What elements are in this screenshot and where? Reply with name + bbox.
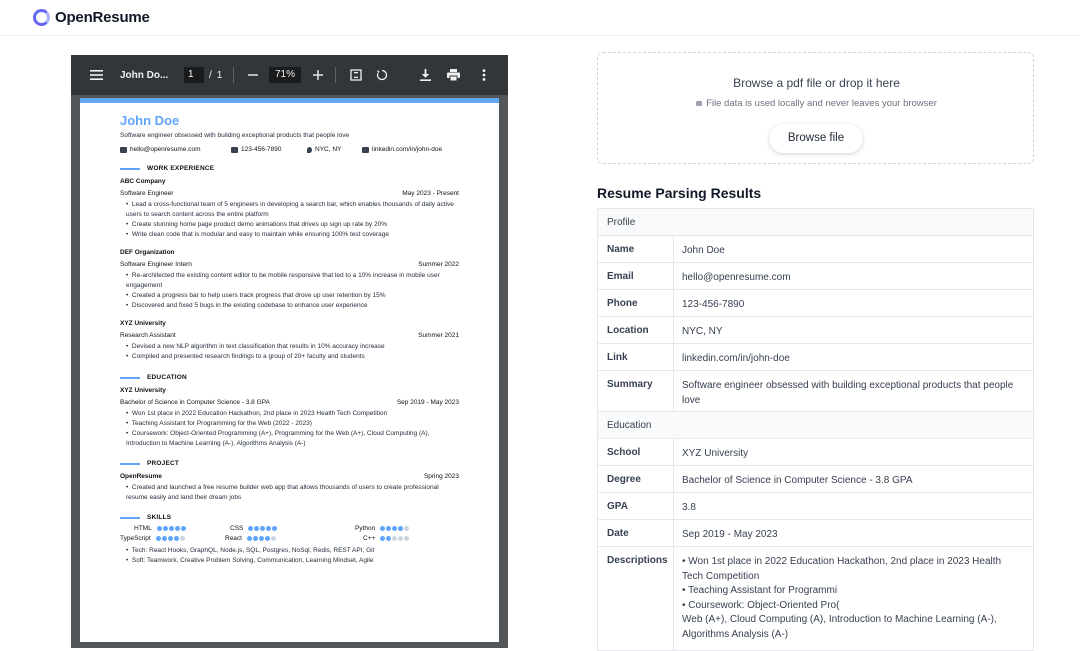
work-title: Research Assistant [120, 332, 176, 339]
pdf-viewer [71, 55, 508, 648]
skill-item [230, 525, 277, 532]
row-label: Degree [598, 466, 674, 492]
phone-icon [231, 147, 238, 153]
description-line: Web (A+), Cloud Computing (A), Introduction to Machine Learning (A-), [682, 614, 997, 625]
work-bullet: • Create stunning home page product demo animations that drives up sign up rate by 20% [126, 221, 387, 228]
fit-page-button[interactable] [349, 55, 363, 95]
rating-dot [271, 536, 276, 541]
row-value: XYZ University [682, 448, 749, 459]
more-options-button[interactable] [480, 55, 488, 95]
skill-item [363, 535, 409, 542]
work-title-row [120, 332, 459, 339]
table-row-link [597, 344, 1034, 371]
work-company: XYZ University [120, 320, 166, 327]
resume-email [120, 146, 201, 153]
row-label: GPA [598, 493, 674, 519]
table-row-location [597, 317, 1034, 344]
project-date: Spring 2023 [423, 473, 459, 480]
rating-dot [169, 526, 174, 531]
pdf-title: John Do... [120, 69, 169, 81]
rating-dot [163, 526, 168, 531]
table-row-school [597, 439, 1034, 466]
page-number-input[interactable]: 1 [184, 67, 204, 83]
rating-dot [386, 526, 391, 531]
work-bullet: • Lead a cross-functional team of 5 engineers in developing a search bar, which enables thousands of daily active users to search content across the entire platform [126, 201, 454, 218]
rating-dot [174, 536, 179, 541]
row-label: Link [598, 344, 674, 370]
resume-phone [231, 146, 281, 153]
toolbar-divider [335, 67, 336, 83]
row-value: linkedin.com/in/john-doe [682, 353, 790, 364]
education-date: Sep 2019 - May 2023 [396, 399, 459, 406]
zoom-in-button[interactable] [312, 55, 324, 95]
work-title: Software Engineer Intern [120, 261, 192, 268]
resume-phone-text: 123-456-7890 [241, 146, 282, 153]
rating-dot [265, 536, 270, 541]
rating-dot [404, 536, 409, 541]
work-company: ABC Company [120, 178, 166, 185]
fit-page-icon [350, 69, 362, 81]
dropzone-privacy-note: File data is used locally and never leaves your browser [598, 98, 1035, 109]
row-value: John Doe [682, 245, 725, 256]
row-label: Phone [598, 290, 674, 316]
pdf-toolbar [71, 55, 508, 95]
table-row-descriptions [597, 547, 1034, 651]
rating-dot [156, 536, 161, 541]
results-title: Resume Parsing Results [597, 185, 762, 201]
rating-dot [181, 526, 186, 531]
work-bullet: • Created a progress bar to help users track progress that drove up user retention by 15% [126, 292, 386, 299]
work-company: DEF Organization [120, 249, 175, 256]
rotate-icon [376, 69, 388, 81]
project-bullet: • Created and launched a free resume builder web app that allows thousands of users to create professional resume easily and land their dream jobs [126, 484, 439, 501]
plus-icon [313, 70, 323, 80]
menu-icon[interactable] [88, 55, 104, 95]
row-label: School [598, 439, 674, 465]
resume-email-text: hello@openresume.com [130, 146, 201, 153]
resume-link-text: linkedin.com/in/john-doe [372, 146, 443, 153]
table-row-date [597, 520, 1034, 547]
work-title-row [120, 261, 459, 268]
row-value: NYC, NY [682, 326, 723, 337]
rating-dot [175, 526, 180, 531]
skill-name: HTML [134, 525, 152, 532]
logo-text: OpenResume [55, 9, 150, 26]
print-button[interactable] [446, 55, 461, 95]
work-date: Summer 2021 [418, 332, 459, 339]
row-value: Bachelor of Science in Computer Science - 3.8 GPA [682, 475, 913, 486]
dropzone-title: Browse a pdf file or drop it here [733, 76, 900, 90]
resume-page [80, 98, 499, 642]
download-button[interactable] [418, 55, 432, 95]
row-value: 3.8 [682, 502, 696, 513]
table-row-email [597, 263, 1034, 290]
table-row-summary [597, 371, 1034, 412]
rating-dot [392, 526, 397, 531]
rating-dot [272, 526, 277, 531]
skills-bullet: • Soft: Teamwork, Creative Problem Solving, Communication, Learning Mindset, Agile [126, 557, 374, 564]
skill-name: Python [355, 525, 376, 532]
education-degree: Bachelor of Science in Computer Science - 3.8 GPA [120, 399, 270, 406]
table-row-degree [597, 466, 1034, 493]
row-label: Descriptions [598, 547, 674, 650]
rating-dot [248, 526, 253, 531]
rotate-button[interactable] [375, 55, 389, 95]
lock-icon [696, 101, 702, 106]
rating-dot [247, 536, 252, 541]
education-degree-row [120, 399, 459, 406]
resume-name: John Doe [120, 113, 180, 128]
table-section-education: Education [597, 412, 1034, 439]
table-row-phone [597, 290, 1034, 317]
row-value: Sep 2019 - May 2023 [682, 529, 778, 540]
project-row [120, 473, 459, 480]
work-title-row [120, 190, 459, 197]
row-label: Email [598, 263, 674, 289]
rating-dot [162, 536, 167, 541]
more-vert-icon [482, 69, 486, 81]
skill-name: React [225, 535, 242, 542]
skill-item [225, 535, 276, 542]
skill-item [120, 535, 185, 542]
description-line: • Coursework: Object-Oriented Pro( [682, 599, 840, 611]
print-icon [447, 69, 460, 81]
education-bullet: • Won 1st place in 2022 Education Hackathon, 2nd place in 2023 Health Tech Competition [126, 410, 388, 417]
education-school: XYZ University [120, 387, 166, 394]
description-line: • Won 1st place in 2022 Education Hackathon, 2nd place in 2023 Health [682, 556, 1002, 567]
rating-dot [157, 526, 162, 531]
table-section-profile: Profile [597, 209, 1034, 236]
resume-location [307, 146, 341, 153]
logo[interactable] [33, 9, 150, 26]
description-line: Algorithms Analysis (A-) [682, 628, 789, 640]
education-bullet: • Teaching Assistant for Programming for the Web (2022 - 2023) [126, 420, 312, 427]
page-total: 1 [216, 69, 223, 81]
skill-name: CSS [230, 525, 244, 532]
resume-link [362, 146, 442, 153]
description-line: Tech Competition [682, 570, 760, 582]
section-heading-education: EDUCATION [120, 374, 187, 381]
work-date: May 2023 - Present [402, 190, 459, 197]
page-separator: / [209, 69, 212, 81]
table-row-name [597, 236, 1034, 263]
rating-dot [266, 526, 271, 531]
row-label: Date [598, 520, 674, 546]
skills-bullet: • Tech: React Hooks, GraphQL, Node.js, SQL, Postgres, NoSql, Redis, REST API, Git [126, 547, 375, 554]
skill-rating [380, 526, 409, 531]
skill-item [355, 525, 409, 532]
resume-summary: Software engineer obsessed with building exceptional products that people love [120, 132, 350, 139]
skill-name: C++ [363, 535, 376, 542]
row-value: Software engineer obsessed with building exceptional products that people love [682, 380, 1014, 406]
work-title: Software Engineer [120, 190, 174, 197]
rating-dot [398, 536, 403, 541]
row-label: Location [598, 317, 674, 343]
skill-rating [157, 526, 186, 531]
work-bullet: • Devised a new NLP algorithm in text classification that results in 10% accuracy increase [126, 343, 385, 350]
rating-dot [180, 536, 185, 541]
zoom-value: 71% [269, 67, 301, 83]
location-pin-icon [307, 147, 312, 153]
row-value: 123-456-7890 [682, 299, 745, 310]
page-indicator [184, 55, 222, 95]
row-label: Name [598, 236, 674, 262]
top-navbar [0, 0, 1080, 36]
toolbar-divider [233, 67, 234, 83]
skill-rating [156, 536, 185, 541]
work-bullet: • Write clean code that is modular and easy to maintain while ensuring 100% test coverage [126, 231, 390, 238]
table-row-gpa [597, 493, 1034, 520]
row-value: hello@openresume.com [682, 272, 791, 283]
project-name: OpenResume [120, 473, 162, 480]
resume-accent-band [80, 98, 499, 103]
zoom-out-button[interactable] [247, 55, 259, 95]
linkedin-icon [362, 147, 369, 153]
mail-icon [120, 147, 127, 153]
work-bullet: • Re-architected the existing content editor to be mobile responsive that led to a 10% increase in mobile user engagement [126, 272, 440, 289]
download-icon [420, 69, 431, 81]
rating-dot [253, 536, 258, 541]
rating-dot [392, 536, 397, 541]
rating-dot [380, 526, 385, 531]
description-line: • Teaching Assistant for Programmi [682, 585, 838, 596]
rating-dot [260, 526, 265, 531]
section-heading-work: WORK EXPERIENCE [120, 165, 214, 172]
rating-dot [398, 526, 403, 531]
work-date: Summer 2022 [418, 261, 459, 268]
rating-dot [254, 526, 259, 531]
skill-rating [247, 536, 276, 541]
zoom-level[interactable] [269, 55, 301, 95]
row-label: Summary [598, 371, 674, 411]
rating-dot [404, 526, 409, 531]
browse-file-button[interactable]: Browse file [769, 124, 863, 153]
rating-dot [380, 536, 385, 541]
education-bullet: • Coursework: Object-Oriented Programming (A+), Programming for the Web (A+), Cloud Computing (A), Introduction to Machine Learning (A-), Algorithms Analysis (A-) [126, 430, 430, 447]
skill-item [134, 525, 186, 532]
rating-dot [168, 536, 173, 541]
minus-icon [248, 70, 258, 80]
work-bullet: • Discovered and fixed 5 bugs in the existing codebase to enhance user experience [126, 302, 368, 309]
row-value [674, 547, 1033, 650]
logo-icon [33, 9, 50, 26]
skill-name: TypeScript [120, 535, 151, 542]
work-bullet: • Compiled and presented research findings to a group of 20+ faculty and students [126, 353, 365, 360]
section-heading-skills: SKILLS [120, 514, 171, 521]
rating-dot [386, 536, 391, 541]
skill-rating [380, 536, 409, 541]
resume-location-text: NYC, NY [315, 146, 342, 153]
file-dropzone[interactable] [597, 52, 1034, 164]
section-heading-project: PROJECT [120, 460, 179, 467]
rating-dot [259, 536, 264, 541]
results-table [597, 208, 1034, 651]
skill-rating [248, 526, 277, 531]
